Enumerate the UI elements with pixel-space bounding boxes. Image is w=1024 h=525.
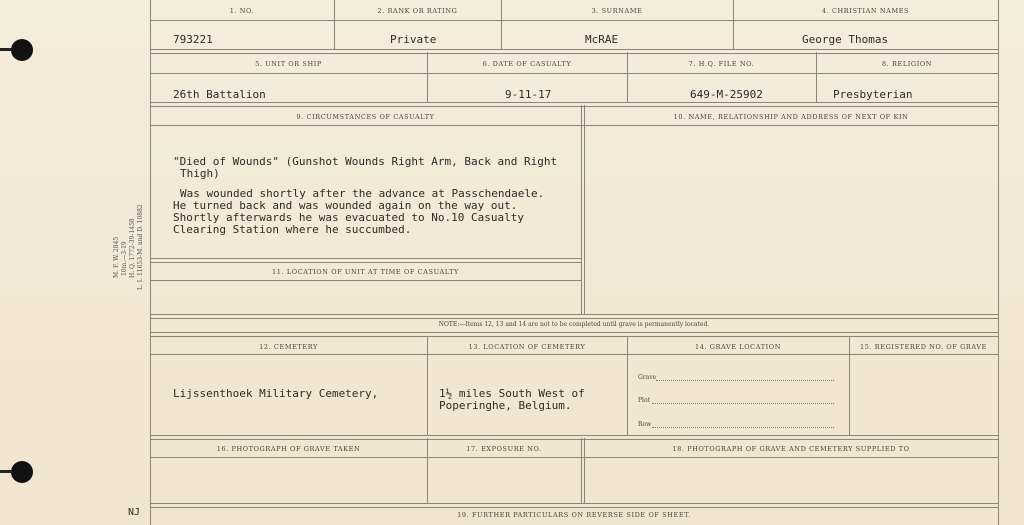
- header-photo-grave: 16. PHOTOGRAPH OF GRAVE TAKEN: [216, 445, 361, 453]
- print-code-2: 10m.—3-19: [121, 241, 128, 276]
- punch-hole-top: [11, 39, 33, 61]
- header-next-of-kin: 10. NAME, RELATIONSHIP AND ADDRESS OF NEXT OF KIN: [673, 113, 909, 121]
- header-no: 1. NO.: [229, 7, 255, 15]
- religion-value: Presbyterian: [833, 88, 913, 101]
- note-text: NOTE:—Items 12, 13 and 14 are not to be completed until grave is permanently located.: [438, 321, 710, 328]
- corner-mark: NJ: [128, 507, 141, 518]
- circumstances-detail-2: He turned back and was wounded again on the way out.: [173, 199, 518, 212]
- circumstances-detail-4: Clearing Station where he succumbed.: [173, 223, 412, 236]
- print-code-4: L. I. 11653-M. and D. 10882: [137, 204, 144, 290]
- service-number: 793221: [173, 33, 213, 46]
- header-further-particulars: 19. FURTHER PARTICULARS ON REVERSE SIDE OF SHEET.: [457, 511, 691, 519]
- circumstances-detail-3: Shortly afterwards he was evacuated to No.10 Casualty: [173, 211, 524, 224]
- header-exposure: 17. EXPOSURE NO.: [466, 445, 542, 453]
- header-grave-location: 14. GRAVE LOCATION: [694, 343, 782, 351]
- header-location-unit: 11. LOCATION OF UNIT AT TIME OF CASUALTY: [272, 268, 459, 276]
- hq-file-value: 649-M-25902: [690, 88, 763, 101]
- row-label: Row: [638, 421, 652, 428]
- header-cemetery: 12. CEMETERY: [259, 343, 318, 351]
- grave-label: Grave: [638, 374, 657, 381]
- print-code-3: H. Q. 1772-39-1458: [129, 218, 136, 278]
- rank-value: Private: [390, 33, 437, 46]
- circumstances-detail-1: Was wounded shortly after the advance at Passchendaele.: [180, 187, 545, 200]
- cemetery-value: Lijssenthoek Military Cemetery,: [173, 387, 379, 400]
- header-circumstances: 9. CIRCUMSTANCES OF CASUALTY: [296, 113, 435, 121]
- print-code-1: M. F. W. 2845: [113, 236, 120, 278]
- header-location-cemetery: 13. LOCATION OF CEMETERY: [468, 343, 586, 351]
- date-value: 9-11-17: [505, 88, 552, 101]
- header-rank: 2. RANK OR RATING: [377, 7, 458, 15]
- cemetery-location-line-1: 1½ miles South West of: [439, 387, 585, 400]
- header-surname: 3. SURNAME: [591, 7, 643, 15]
- circumstances-line-1: "Died of Wounds" (Gunshot Wounds Right Arm, Back and Right: [173, 155, 558, 168]
- christian-names-value: George Thomas: [802, 33, 889, 46]
- unit-value: 26th Battalion: [173, 88, 266, 101]
- circumstances-line-2: Thigh): [180, 167, 220, 180]
- header-hq-file: 7. H.Q. FILE NO.: [688, 60, 755, 68]
- header-registered: 15. REGISTERED NO. OF GRAVE: [859, 343, 988, 351]
- surname-value: McRAE: [585, 33, 619, 46]
- header-photo-supplied: 18. PHOTOGRAPH OF GRAVE AND CEMETERY SUPPLIED TO: [672, 445, 910, 453]
- plot-label: Plot: [638, 397, 650, 404]
- header-unit: 5. UNIT OR SHIP: [255, 60, 322, 68]
- header-christian-names: 4. CHRISTIAN NAMES: [821, 7, 910, 15]
- cemetery-location-line-2: Poperinghe, Belgium.: [439, 399, 572, 412]
- punch-hole-bottom: [11, 461, 33, 483]
- header-date: 6. DATE OF CASUALTY: [482, 60, 572, 68]
- header-religion: 8. RELIGION: [881, 60, 933, 68]
